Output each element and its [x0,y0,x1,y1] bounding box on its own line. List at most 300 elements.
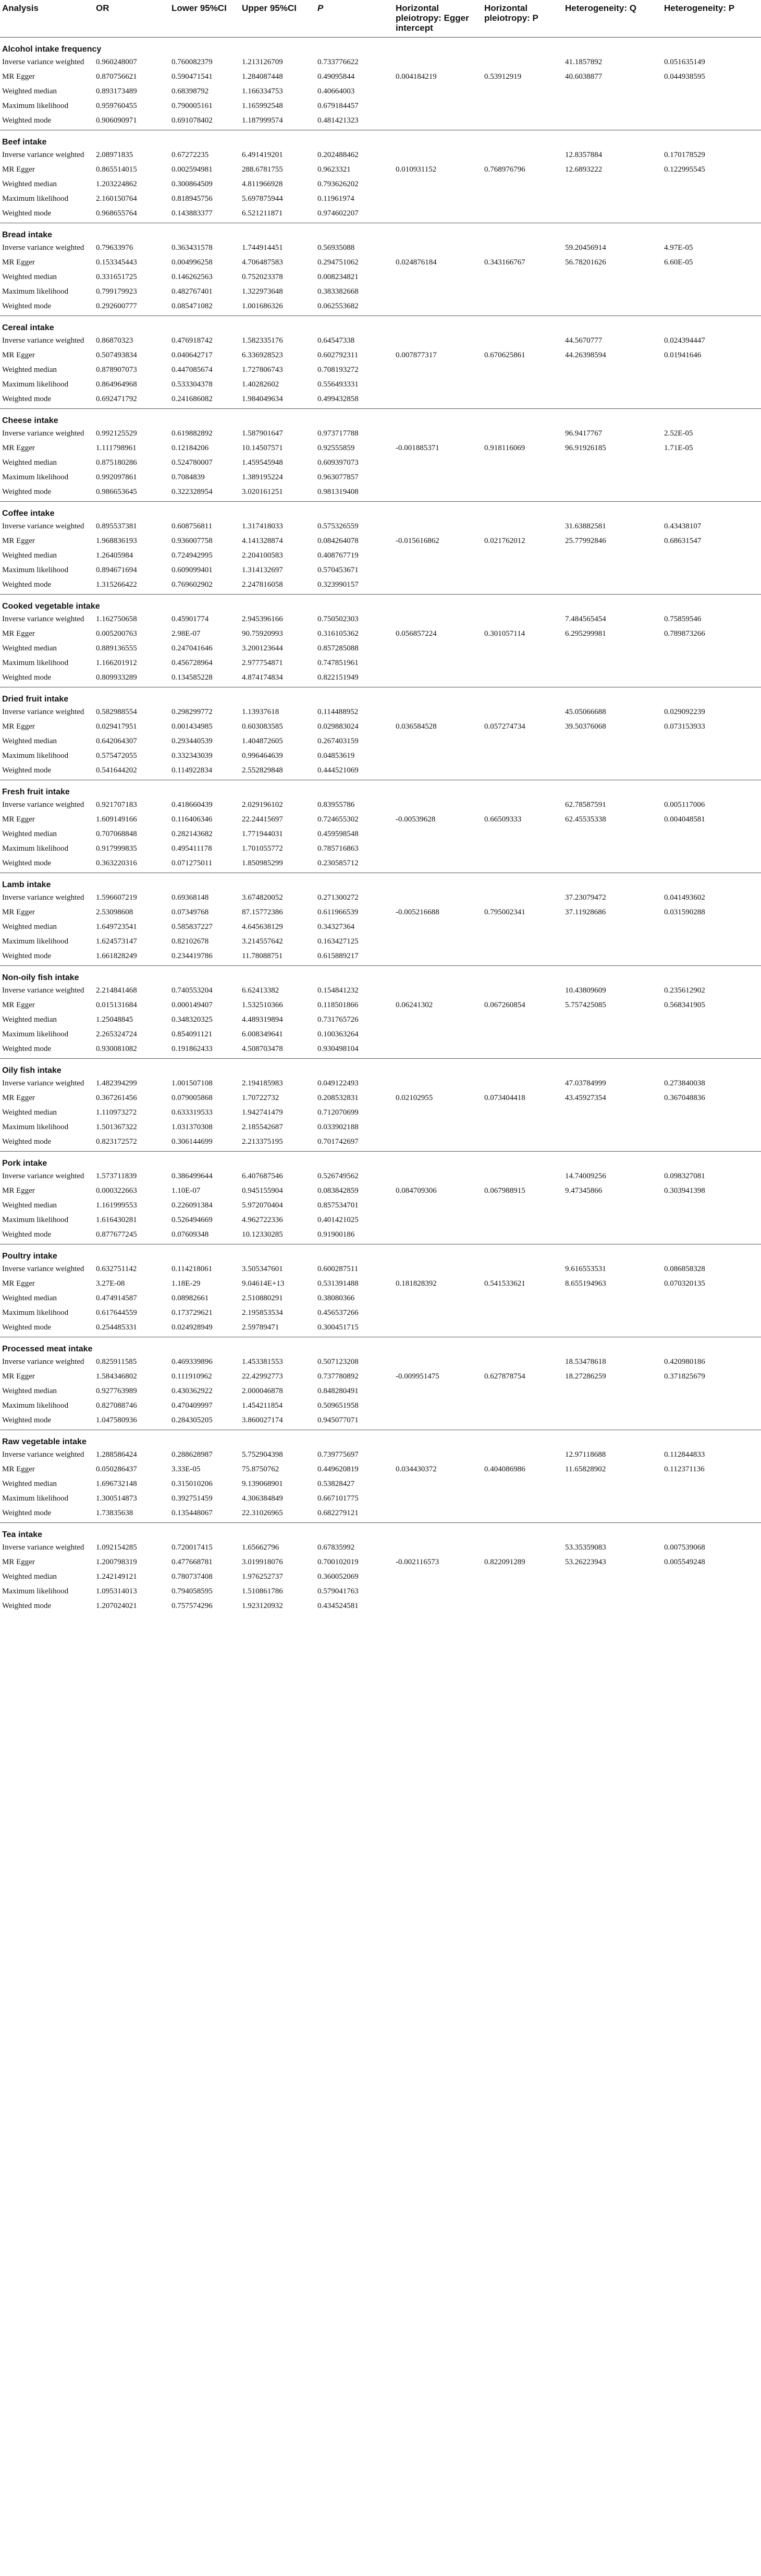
egger-intercept-cell [394,1229,482,1244]
upper-ci-cell: 6.008349641 [242,1030,283,1038]
pleiotropy-p-cell [482,457,563,472]
upper-ci-cell: 4.962722336 [242,1216,283,1224]
table-row [0,1107,761,1122]
heterogeneity-q-cell: 62.78587591 [565,801,606,809]
or-cell: 2.53098608 [96,908,133,916]
p-cell: 0.615889217 [317,952,359,960]
p-cell: 0.084264078 [317,537,359,545]
table-row [0,658,761,672]
pleiotropy-p-cell [482,365,563,379]
p-cell: 0.434524581 [317,1602,359,1610]
upper-ci-cell: 1.187999574 [242,116,283,125]
p-cell: 0.208532831 [317,1094,359,1102]
p-cell: 0.481421323 [317,116,359,125]
egger-intercept-cell [394,101,482,115]
pleiotropy-p-cell: 0.404086986 [484,1465,525,1473]
lower-ci-cell: 2.98E-07 [171,630,201,638]
pleiotropy-p-cell [482,892,563,907]
or-cell: 1.616430281 [96,1216,137,1224]
egger-intercept-cell [394,707,482,721]
table-row [0,1014,761,1029]
egger-intercept-cell [394,365,482,379]
upper-ci-cell: 2.510880291 [242,1294,283,1302]
method-cell: Weighted mode [2,1138,52,1146]
table-row [0,1493,761,1508]
table-row [0,579,761,595]
or-cell: 0.005200763 [96,630,137,638]
method-cell: MR Egger [2,1465,35,1473]
lower-ci-cell: 0.12184206 [171,444,209,452]
pleiotropy-p-cell [482,101,563,115]
heterogeneity-q-cell [563,1322,662,1337]
pleiotropy-p-cell [482,1357,563,1371]
pleiotropy-p-cell [482,736,563,751]
upper-ci-cell: 10.12330285 [242,1230,283,1239]
table-row [0,550,761,565]
p-cell: 0.408767719 [317,551,359,560]
egger-intercept-cell: 0.02102955 [396,1094,433,1102]
heterogeneity-p-cell [662,1044,761,1059]
heterogeneity-p-cell [662,394,761,409]
heterogeneity-q-cell [563,550,662,565]
p-cell: 0.737780892 [317,1372,359,1381]
pleiotropy-p-cell [482,1415,563,1430]
egger-intercept-cell: 0.004184219 [396,72,437,81]
upper-ci-cell: 1.317418033 [242,522,283,530]
lower-ci-cell: 0.608756811 [171,522,213,530]
lower-ci-cell: 0.67272235 [171,151,209,159]
heterogeneity-q-cell [563,922,662,936]
heterogeneity-q-cell [563,1601,662,1615]
heterogeneity-q-cell [563,1479,662,1493]
pleiotropy-p-cell [482,1029,563,1044]
egger-intercept-cell [394,751,482,765]
or-cell: 2.160150764 [96,195,137,203]
egger-intercept-cell [394,800,482,814]
egger-intercept-cell: -0.002116573 [396,1558,439,1566]
method-cell: Inverse variance weighted [2,708,84,716]
or-cell: 1.25048845 [96,1015,133,1024]
upper-ci-cell: 0.945155904 [242,1187,283,1195]
method-cell: Weighted median [2,458,57,467]
or-cell: 3.27E-08 [96,1279,125,1288]
table-row [0,487,761,502]
upper-ci-cell: 1.942741479 [242,1108,283,1117]
method-cell: MR Egger [2,351,35,359]
upper-ci-cell: 1.001686326 [242,302,283,310]
method-cell: MR Egger [2,1187,35,1195]
egger-intercept-cell [394,1508,482,1523]
pleiotropy-p-cell [482,1078,563,1093]
egger-intercept-cell [394,658,482,672]
upper-ci-cell: 2.247816058 [242,580,283,589]
heterogeneity-q-cell [563,1122,662,1136]
header-row [0,0,761,38]
table-row [0,1449,761,1464]
pleiotropy-p-cell [482,1571,563,1586]
method-cell: Weighted median [2,1201,57,1210]
upper-ci-cell: 3.214557642 [242,937,283,946]
lower-ci-cell: 0.079005868 [171,1094,213,1102]
method-cell: Maximum likelihood [2,659,69,667]
lower-ci-cell: 0.146262563 [171,273,213,281]
heterogeneity-p-cell [662,286,761,301]
egger-intercept-cell [394,1449,482,1464]
p-cell: 0.67835992 [317,1543,355,1552]
pleiotropy-p-cell [482,951,563,966]
lower-ci-cell: 0.760082379 [171,58,213,66]
heterogeneity-q-cell: 12.6893222 [565,165,603,174]
pleiotropy-p-cell [482,208,563,223]
egger-intercept-cell: 0.034430372 [396,1465,437,1473]
lower-ci-cell: 0.134585228 [171,673,213,682]
table-row [0,628,761,643]
p-cell: 0.083842859 [317,1187,359,1195]
method-cell: MR Egger [2,72,35,81]
heterogeneity-p-cell [662,1122,761,1136]
egger-intercept-cell [394,208,482,223]
pleiotropy-p-cell [482,1200,563,1215]
header-or: OR [94,0,169,38]
p-cell: 0.700102019 [317,1558,359,1566]
p-cell: 0.575326559 [317,522,359,530]
p-cell: 0.114488952 [317,708,359,716]
group-title: Alcohol intake frequency [2,45,102,54]
heterogeneity-q-cell [563,86,662,101]
p-cell: 0.526749562 [317,1172,359,1180]
pleiotropy-p-cell [482,1229,563,1244]
lower-ci-cell: 0.226091384 [171,1201,213,1210]
or-cell: 0.823172572 [96,1138,137,1146]
group-header-row [0,873,761,893]
egger-intercept-cell: 0.056857224 [396,630,437,638]
egger-intercept-cell [394,301,482,316]
or-cell: 0.894671694 [96,566,137,574]
table-row [0,521,761,536]
upper-ci-cell: 6.62413382 [242,986,279,995]
upper-ci-cell: 6.521211871 [242,209,283,217]
group-header-row [0,1152,761,1171]
or-cell: 0.889136555 [96,644,137,652]
pleiotropy-p-cell: 0.541533621 [484,1279,525,1288]
egger-intercept-cell [394,335,482,350]
table-row [0,614,761,628]
lower-ci-cell: 1.18E-29 [171,1279,201,1288]
or-cell: 0.617644559 [96,1309,137,1317]
upper-ci-cell: 1.322973648 [242,287,283,296]
upper-ci-cell: 2.194185983 [242,1079,283,1087]
upper-ci-cell: 6.336928523 [242,351,283,359]
heterogeneity-p-cell [662,1571,761,1586]
lower-ci-cell: 0.633319533 [171,1108,213,1117]
lower-ci-cell: 0.386499644 [171,1172,213,1180]
method-cell: MR Egger [2,1372,35,1381]
p-cell: 0.611966539 [317,908,359,916]
p-cell: 0.712070699 [317,1108,359,1117]
upper-ci-cell: 1.771944031 [242,830,283,838]
heterogeneity-q-cell [563,1571,662,1586]
heterogeneity-p-cell [662,829,761,843]
table-row [0,301,761,316]
upper-ci-cell: 6.407687546 [242,1172,283,1180]
upper-ci-cell: 4.306384849 [242,1494,283,1503]
pleiotropy-p-cell [482,985,563,1000]
method-cell: Inverse variance weighted [2,58,84,66]
p-cell: 0.570453671 [317,566,359,574]
method-cell: Weighted median [2,87,57,95]
or-cell: 1.73835638 [96,1509,133,1517]
table-row [0,1171,761,1186]
lower-ci-cell: 0.794058595 [171,1587,213,1595]
heterogeneity-q-cell [563,472,662,487]
method-cell: Maximum likelihood [2,1216,69,1224]
heterogeneity-q-cell: 7.484565454 [565,615,606,623]
or-cell: 1.162750658 [96,615,137,623]
method-cell: Inverse variance weighted [2,1265,84,1273]
group-title: Lamb intake [0,873,761,893]
heterogeneity-p-cell [662,272,761,286]
table-row [0,565,761,579]
method-cell: Inverse variance weighted [2,893,84,902]
upper-ci-cell: 1.532510366 [242,1001,283,1009]
lower-ci-cell: 0.040642717 [171,351,213,359]
heterogeneity-q-cell [563,1415,662,1430]
group-header-row [0,409,761,429]
upper-ci-cell: 1.70722732 [242,1094,279,1102]
lower-ci-cell: 0.780737408 [171,1573,213,1581]
egger-intercept-cell: 0.084709306 [396,1187,437,1195]
pleiotropy-p-cell [482,936,563,951]
heterogeneity-p-cell [662,843,761,858]
heterogeneity-q-cell: 45.05066688 [565,708,606,716]
or-cell: 1.203224862 [96,180,137,188]
method-cell: Weighted median [2,923,57,931]
egger-intercept-cell [394,150,482,164]
pleiotropy-p-cell: 0.067988915 [484,1187,525,1195]
method-cell: Weighted mode [2,1230,52,1239]
egger-intercept-cell [394,1136,482,1152]
egger-intercept-cell [394,428,482,443]
egger-intercept-cell [394,1029,482,1044]
or-cell: 0.877677245 [96,1230,137,1239]
egger-intercept-cell [394,1078,482,1093]
method-cell: Weighted mode [2,116,52,125]
lower-ci-cell: 0.116406346 [171,815,213,824]
heterogeneity-p-cell: 0.420980186 [664,1358,705,1366]
or-cell: 1.596607219 [96,893,137,902]
lower-ci-cell: 0.298299772 [171,708,213,716]
heterogeneity-q-cell: 96.9417767 [565,429,603,438]
pleiotropy-p-cell [482,286,563,301]
upper-ci-cell: 87.15772386 [242,908,283,916]
pleiotropy-p-cell [482,1136,563,1152]
method-cell: Inverse variance weighted [2,1358,84,1366]
pleiotropy-p-cell [482,272,563,286]
upper-ci-cell: 2.195853534 [242,1309,283,1317]
lower-ci-cell: 1.031370308 [171,1123,213,1131]
or-cell: 1.501367322 [96,1123,137,1131]
lower-ci-cell: 0.322328954 [171,488,213,496]
heterogeneity-p-cell: 1.71E-05 [664,444,693,452]
group-title: Bread intake [0,223,761,243]
p-cell: 0.100363264 [317,1030,359,1038]
p-cell: 0.602792311 [317,351,359,359]
lower-ci-cell: 0.69368148 [171,893,209,902]
heterogeneity-p-cell [662,115,761,130]
heterogeneity-p-cell: 0.007539068 [664,1543,705,1552]
table-row [0,814,761,829]
group-title: Oily fish intake [0,1059,761,1079]
heterogeneity-q-cell [563,272,662,286]
upper-ci-cell: 1.389195224 [242,473,283,481]
or-cell: 0.331651725 [96,273,137,281]
egger-intercept-cell [394,57,482,71]
table-row [0,751,761,765]
method-cell: Weighted mode [2,1602,52,1610]
heterogeneity-p-cell [662,565,761,579]
or-cell: 0.921707183 [96,801,137,809]
method-cell: MR Egger [2,630,35,638]
lower-ci-cell: 0.524780007 [171,458,213,467]
heterogeneity-p-cell [662,1601,761,1615]
heterogeneity-q-cell [563,179,662,193]
method-cell: Weighted mode [2,1509,52,1517]
p-cell: 0.230585712 [317,859,359,867]
egger-intercept-cell [394,272,482,286]
heterogeneity-p-cell: 0.086858328 [664,1265,705,1273]
lower-ci-cell: 0.288628987 [171,1450,213,1459]
p-cell: 0.509651958 [317,1401,359,1410]
method-cell: Maximum likelihood [2,937,69,946]
table-row [0,1044,761,1059]
or-cell: 1.696732148 [96,1480,137,1488]
upper-ci-cell: 1.850985299 [242,859,283,867]
method-cell: Weighted median [2,1480,57,1488]
pleiotropy-p-cell: 0.66509333 [484,815,522,824]
upper-ci-cell: 1.213126709 [242,58,283,66]
table-row [0,394,761,409]
lower-ci-cell: 0.769602902 [171,580,213,589]
heterogeneity-q-cell [563,1107,662,1122]
pleiotropy-p-cell [482,614,563,628]
upper-ci-cell: 1.727806743 [242,366,283,374]
method-cell: Maximum likelihood [2,1030,69,1038]
lower-ci-cell: 0.293440539 [171,737,213,745]
heterogeneity-p-cell: 0.112371136 [664,1465,705,1473]
lower-ci-cell: 0.585837227 [171,923,213,931]
group-header-row [0,1059,761,1079]
egger-intercept-cell: -0.009951475 [396,1372,439,1381]
or-cell: 1.161999553 [96,1201,137,1210]
p-cell: 0.40664003 [317,87,355,95]
lower-ci-cell: 0.619882892 [171,429,213,438]
pleiotropy-p-cell [482,86,563,101]
or-cell: 2.214841468 [96,986,137,995]
upper-ci-cell: 4.489319894 [242,1015,283,1024]
heterogeneity-p-cell [662,1136,761,1152]
egger-intercept-cell [394,1493,482,1508]
heterogeneity-q-cell [563,193,662,208]
method-cell: Maximum likelihood [2,473,69,481]
table-row [0,1464,761,1479]
or-cell: 0.865514015 [96,165,137,174]
egger-intercept-cell [394,1601,482,1615]
lower-ci-cell: 0.085471082 [171,302,213,310]
upper-ci-cell: 4.141328874 [242,537,283,545]
upper-ci-cell: 1.976252737 [242,1573,283,1581]
p-cell: 0.456537266 [317,1309,359,1317]
method-cell: Weighted mode [2,1045,52,1053]
group-header-row [0,595,761,614]
method-cell: MR Egger [2,165,35,174]
pleiotropy-p-cell [482,521,563,536]
table-header [0,0,761,38]
heterogeneity-p-cell: 2.52E-05 [664,429,693,438]
egger-intercept-cell [394,1357,482,1371]
upper-ci-cell: 6.491419201 [242,151,283,159]
table-row [0,843,761,858]
table-row [0,115,761,130]
heterogeneity-p-cell: 0.68631547 [664,537,702,545]
upper-ci-cell: 1.165992548 [242,102,283,110]
group-header-row [0,780,761,800]
or-cell: 0.906090971 [96,116,137,125]
heterogeneity-p-cell [662,1229,761,1244]
p-cell: 0.857534701 [317,1201,359,1210]
p-cell: 0.49095844 [317,72,355,81]
heterogeneity-q-cell [563,115,662,130]
or-cell: 0.692471792 [96,395,137,403]
or-cell: 1.584346802 [96,1372,137,1381]
or-cell: 1.288586424 [96,1450,137,1459]
heterogeneity-q-cell: 53.26223943 [565,1558,606,1566]
table-row [0,350,761,365]
pleiotropy-p-cell [482,1386,563,1400]
lower-ci-cell: 0.818945756 [171,195,213,203]
or-cell: 0.632751142 [96,1265,137,1273]
table-row [0,1122,761,1136]
egger-intercept-cell [394,1264,482,1278]
upper-ci-cell: 22.42992773 [242,1372,283,1381]
heterogeneity-q-cell [563,565,662,579]
lower-ci-cell: 0.001434985 [171,722,213,731]
heterogeneity-q-cell [563,286,662,301]
upper-ci-cell: 4.645638129 [242,923,283,931]
p-cell: 0.202488462 [317,151,359,159]
heterogeneity-p-cell: 0.029092239 [664,708,705,716]
pleiotropy-p-cell [482,1601,563,1615]
heterogeneity-p-cell [662,1493,761,1508]
upper-ci-cell: 2.185542687 [242,1123,283,1131]
heterogeneity-q-cell: 37.23079472 [565,893,606,902]
upper-ci-cell: 1.314132697 [242,566,283,574]
table-row [0,800,761,814]
pleiotropy-p-cell [482,335,563,350]
pleiotropy-p-cell [482,1479,563,1493]
group-title: Tea intake [0,1523,761,1543]
p-cell: 0.848280491 [317,1387,359,1395]
p-cell: 0.724655302 [317,815,359,824]
pleiotropy-p-cell: 0.822091289 [484,1558,525,1566]
method-cell: Inverse variance weighted [2,522,84,530]
table-row [0,936,761,951]
upper-ci-cell: 0.603083585 [242,722,283,731]
method-cell: Inverse variance weighted [2,1079,84,1087]
heterogeneity-p-cell [662,736,761,751]
upper-ci-cell: 3.505347601 [242,1265,283,1273]
heterogeneity-q-cell: 25.77992846 [565,537,606,545]
heterogeneity-q-cell [563,951,662,966]
